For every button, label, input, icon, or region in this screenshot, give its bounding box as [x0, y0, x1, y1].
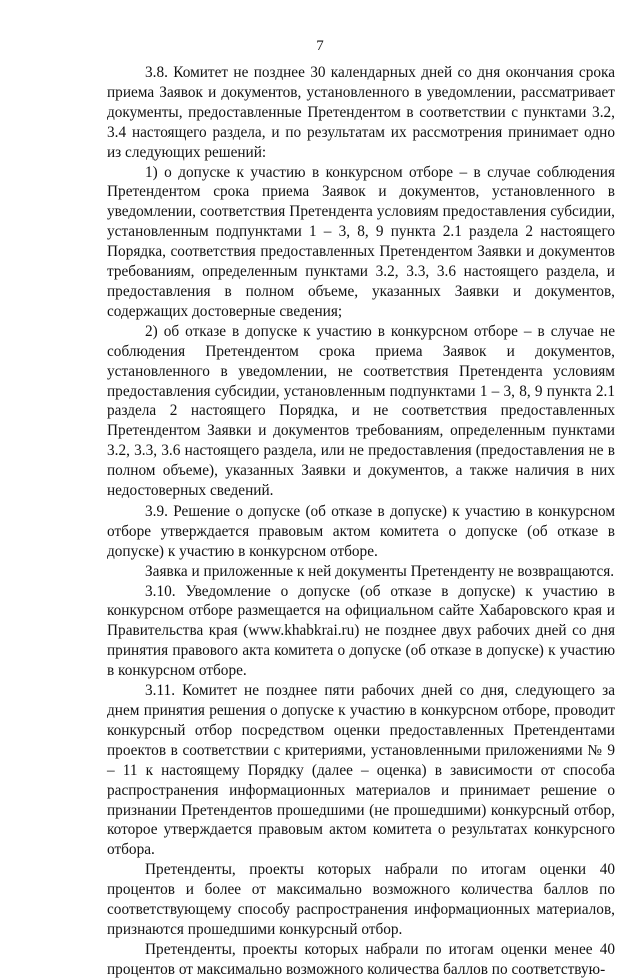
paragraph-passed-applicants: Претенденты, проекты которых набрали по итогам оценки 40 процентов и более от максимально возможного количества баллов по соответствующему способу распространения информационных материалов, признаются прошедшими конкурсный отбор.	[107, 861, 615, 938]
paragraph-documents-not-returned: Заявка и приложенные к ней документы Претенденту не возвращаются.	[145, 562, 615, 580]
paragraph-3-11: 3.11. Комитет не позднее пяти рабочих дней со дня, следующего за днем принятия решения о допуске к участию в конкурсном отборе, проводит конкурсный отбор посредством оценки предоставленных Претендентами проектов в соответствии с критериями, установленными приложениями № 9 – 11 к настоящему Порядку (далее – оценка) в зависимости от способа распространения информационных материалов и принимает решение о признании Претендентов прошедшими (не прошедшими) конкурсный отбор, которое утверждается правовым актом комитета о результатах конкурсного отбора.	[107, 682, 615, 859]
page-number: 7	[316, 38, 324, 54]
paragraph-3-8: 3.8. Комитет не позднее 30 календарных дней со дня окончания срока приема Заявок и документов, установленного в уведомлении, рассматривает документы, предоставленные Претендентом в соответствии с пунктами 3.2, 3.4 настоящего раздела, и по результатам их рассмотрения принимает одно из следующих решений:	[107, 64, 615, 161]
document-body	[107, 63, 615, 980]
paragraph-3-8-item-1: 1) о допуске к участию в конкурсном отборе – в случае соблюдения Претендентом срока приема Заявок и документов, установленного в уведомлении, соответствия Претендента условиям предоставления субсидии, установленным подпунктами 1 – 3, 8, 9 пункта 2.1 раздела 2 настоящего Порядка, соответствия предоставленных Претендентом Заявки и документов требованиям, определенным пунктами 3.2, 3.3, 3.6 настоящего раздела, и предоставления в полном объеме, указанных Заявки и документов, содержащих достоверные сведения;	[107, 163, 615, 320]
paragraph-3-10: 3.10. Уведомление о допуске (об отказе в допуске) к участию в конкурсном отборе размещается на официальном сайте Хабаровского края и Правительства края (www.khabkrai.ru) не позднее двух рабочих дней со дня принятия правового акта комитета о допуске (об отказе в допуске) к участию в конкурсном отборе.	[107, 582, 615, 680]
paragraph-3-9: 3.9. Решение о допуске (об отказе в допуске) к участию в конкурсном отборе утверждается правовым актом комитета о допуске (об отказе в допуске) к участию в конкурсном отборе.	[107, 502, 615, 560]
paragraph-3-8-item-2: 2) об отказе в допуске к участию в конкурсном отборе – в случае не соблюдения Претендентом срока приема Заявок и документов, установленного в уведомлении, не соответствия Претендента условиям предоставления субсидии, установленным подпунктами 1 – 3, 8, 9 пункта 2.1 раздела 2 настоящего Порядка, и не соответствия предоставленных Претендентом Заявки и документов требованиям, определенным пунктами 3.2, 3.3, 3.6 настоящего раздела, или не предоставления (предоставления не в полном объеме), указанных Заявки и документов, а также наличия в них недостоверных сведений.	[107, 322, 615, 500]
paragraph-failed-applicants: Претенденты, проекты которых набрали по итогам оценки менее 40 процентов от максимально возможного количества баллов по соответствую-	[107, 940, 615, 978]
